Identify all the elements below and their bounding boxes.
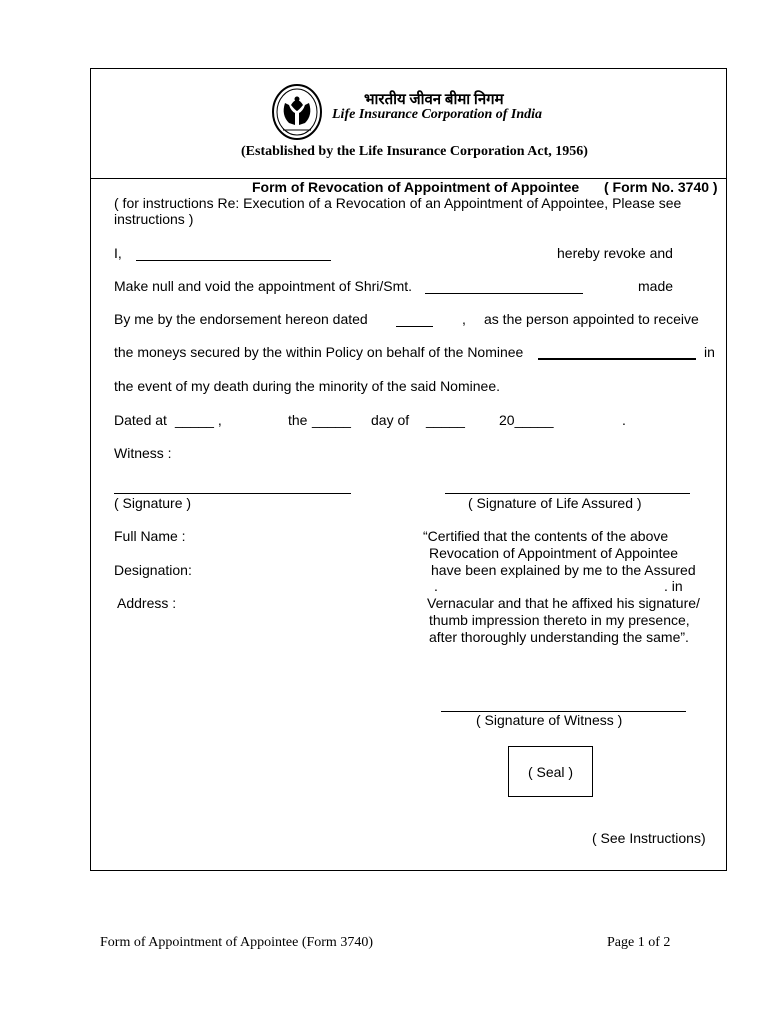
label-signature-witness: ( Signature of Witness ) — [476, 712, 623, 728]
label-the: the — [288, 412, 308, 428]
appointee-blank-line[interactable] — [425, 293, 583, 294]
form-number: ( Form No. 3740 ) — [604, 179, 718, 195]
see-instructions: ( See Instructions) — [592, 830, 706, 846]
label-dated-at: Dated at — [114, 412, 167, 428]
endorsement-date-blank[interactable] — [396, 326, 433, 327]
certified-line7: after thoroughly understanding the same”. — [429, 629, 689, 645]
form-title: Form of Revocation of Appointment of Appointee — [252, 179, 580, 195]
certified-line4b: . in — [664, 578, 683, 594]
label-event: the event of my death during the minority of the said Nominee. — [114, 378, 500, 394]
label-in: in — [704, 344, 715, 360]
label-moneys: the moneys secured by the within Policy on behalf of the Nominee — [114, 344, 524, 360]
seal-label: ( Seal ) — [527, 763, 574, 780]
label-comma: , — [462, 311, 466, 327]
label-signature: ( Signature ) — [114, 495, 192, 511]
footer-page-number: Page 1 of 2 — [607, 935, 671, 950]
day-blank[interactable]: _____ — [426, 412, 465, 428]
label-revoke: hereby revoke and — [557, 245, 673, 261]
dated-place-blank[interactable]: _____ , — [175, 412, 222, 428]
org-name-english: Life Insurance Corporation of India — [332, 107, 543, 122]
label-made: made — [638, 278, 674, 294]
label-designation: Designation: — [114, 562, 192, 578]
nominee-blank-line[interactable] — [538, 358, 696, 360]
year-blank[interactable]: 20_____ — [499, 412, 554, 428]
name-blank-line[interactable] — [136, 260, 331, 261]
established-text: (Established by the Life Insurance Corporation Act, 1956) — [241, 144, 588, 159]
certified-line6: thumb impression thereto in my presence, — [429, 612, 690, 628]
label-witness: Witness : — [114, 445, 172, 461]
label-i: I, — [114, 245, 122, 261]
life-assured-signature-line[interactable] — [445, 493, 690, 494]
certified-line2: Revocation of Appointment of Appointee — [429, 545, 679, 561]
certified-line5: Vernacular and that he affixed his signature/ — [427, 595, 700, 611]
label-null-void: Make null and void the appointment of Shri/Smt. — [114, 278, 413, 294]
footer-form-name: Form of Appointment of Appointee (Form 3740) — [100, 935, 373, 950]
instructions-line1: ( for instructions Re: Execution of a Revocation of an Appointment of Appointee, Please see — [114, 195, 682, 211]
lic-logo-icon — [271, 83, 323, 143]
certified-line1: “Certified that the contents of the above — [423, 528, 669, 544]
instructions-line2: instructions ) — [114, 211, 194, 227]
seal-box — [508, 746, 593, 797]
label-endorsement: By me by the endorsement hereon dated — [114, 311, 368, 327]
date-dot: . — [622, 412, 626, 428]
label-full-name: Full Name : — [114, 528, 186, 544]
label-signature-life-assured: ( Signature of Life Assured ) — [468, 495, 642, 511]
the-blank[interactable]: _____ — [312, 412, 351, 428]
witness-signature-line[interactable] — [114, 493, 351, 494]
certified-line4a: . — [434, 578, 438, 594]
label-appointed: as the person appointed to receive — [484, 311, 699, 327]
label-day-of: day of — [371, 412, 410, 428]
certified-line3: have been explained by me to the Assured — [431, 562, 696, 578]
org-name-hindi: भारतीय जीवन बीमा निगम — [364, 92, 504, 108]
label-address: Address : — [117, 595, 177, 611]
